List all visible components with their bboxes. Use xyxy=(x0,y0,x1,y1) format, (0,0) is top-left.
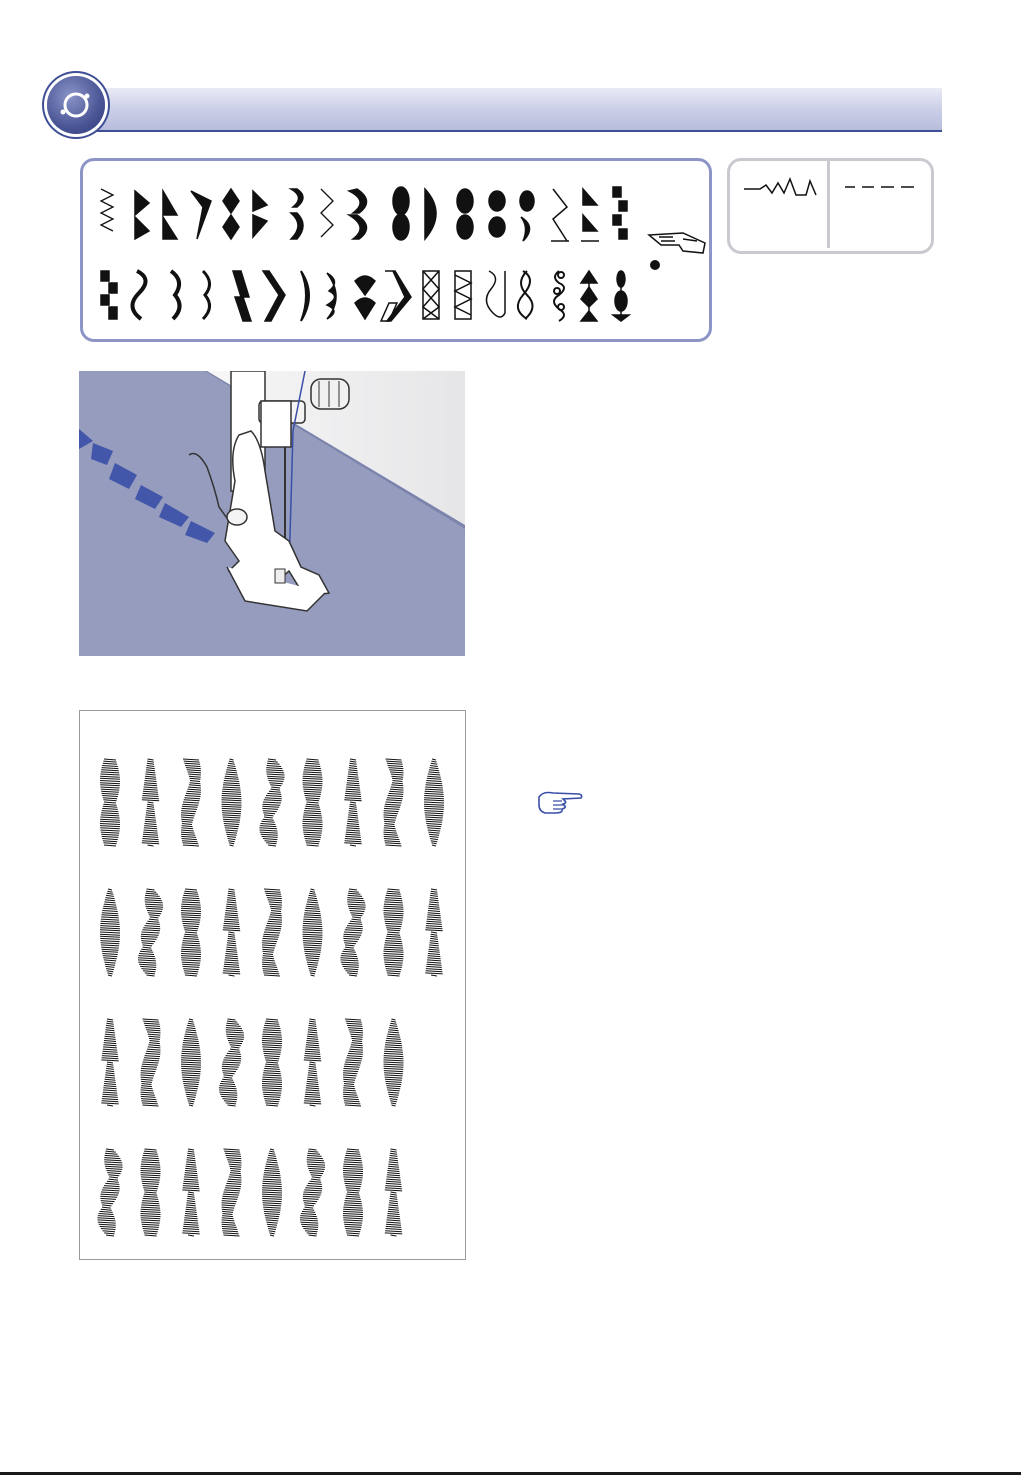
stitch-sample xyxy=(97,1149,122,1236)
stitch-sample xyxy=(100,889,120,976)
parallelogram-icon xyxy=(381,271,411,321)
stitch-sample xyxy=(141,1149,161,1236)
zigzag-icon xyxy=(321,189,333,237)
satin-foot-icon xyxy=(649,233,705,253)
stitch-sample xyxy=(343,1019,363,1106)
triangle-icon xyxy=(551,189,569,241)
oval-icon xyxy=(489,191,505,237)
arrow-icon xyxy=(253,191,267,237)
zigzag-icon xyxy=(101,189,113,231)
wave-icon xyxy=(171,271,180,319)
arrow-icon xyxy=(191,191,211,239)
triangle-icon xyxy=(135,191,149,239)
presser-foot-badge-icon xyxy=(47,76,105,134)
crescent-icon xyxy=(301,271,309,321)
heart-icon xyxy=(355,276,375,319)
crescent-icon xyxy=(349,189,367,239)
arrow-icon xyxy=(581,271,597,321)
crescent-icon xyxy=(291,189,303,239)
comma-icon xyxy=(520,191,534,241)
sewing-foot-illustration xyxy=(79,371,465,656)
stitch-selection-panel xyxy=(80,158,712,342)
stitch-sample xyxy=(303,889,323,976)
stitch-sample xyxy=(181,889,201,976)
oval-icon xyxy=(393,187,409,240)
stitch-sample xyxy=(181,759,201,846)
stitch-sample xyxy=(340,889,365,976)
stitch-sample xyxy=(384,889,404,976)
loop-icon xyxy=(486,271,505,317)
stitch-sample xyxy=(385,1149,402,1236)
stitch-sample xyxy=(424,759,444,846)
stitch-sample xyxy=(142,759,159,846)
stitch-sample xyxy=(303,759,323,846)
setting-panel-divider xyxy=(827,160,830,248)
stitch-sample xyxy=(425,889,442,976)
stitch-sample xyxy=(300,1149,325,1236)
diamond-icon xyxy=(223,189,239,239)
stitch-samples xyxy=(80,711,465,1259)
stitch-sample xyxy=(100,759,120,846)
satin-block-icon xyxy=(423,271,439,319)
stitch-position-dot xyxy=(650,260,660,270)
step-icon xyxy=(101,271,117,319)
stitch-sample xyxy=(259,759,284,846)
stitch-sample xyxy=(304,1019,321,1106)
zigzag-icon xyxy=(233,271,251,321)
stitch-sample xyxy=(223,889,240,976)
stitch-sample xyxy=(262,1019,282,1106)
stitch-sample xyxy=(344,759,361,846)
scallop-icon xyxy=(203,271,210,319)
triangle-icon xyxy=(581,189,599,241)
stitch-sample xyxy=(222,759,242,846)
stitch-sample xyxy=(141,1019,161,1106)
section-header-band xyxy=(62,88,942,132)
stitch-sample xyxy=(262,1149,282,1236)
leaf-icon xyxy=(327,273,336,319)
stitch-sample xyxy=(101,1019,118,1106)
half-circle-icon xyxy=(425,189,436,239)
satin-block-icon xyxy=(455,271,471,319)
stitch-sample xyxy=(138,889,163,976)
stitch-sample xyxy=(384,759,404,846)
stitch-width-icon xyxy=(744,179,816,195)
oval-icon xyxy=(457,189,473,239)
stitch-sample xyxy=(182,1149,199,1236)
stitch-sample xyxy=(181,1019,201,1106)
step-icon xyxy=(613,187,627,239)
spiral-icon xyxy=(554,271,564,321)
stitch-sample xyxy=(343,1149,363,1236)
stitch-patterns-display xyxy=(83,161,709,339)
stitch-setting-panel xyxy=(727,158,934,254)
wave-icon xyxy=(132,271,145,319)
stitch-sample xyxy=(262,889,282,976)
pointing-hand-icon xyxy=(535,789,585,815)
stitch-sample xyxy=(222,1149,242,1236)
arrow-icon xyxy=(263,271,285,321)
stitch-sample xyxy=(219,1019,244,1106)
triangle-icon xyxy=(163,191,177,239)
stitch-sample xyxy=(384,1019,404,1106)
loop-icon xyxy=(518,271,533,319)
stitch-sample-sheet xyxy=(79,710,466,1260)
tree-icon xyxy=(613,271,629,321)
